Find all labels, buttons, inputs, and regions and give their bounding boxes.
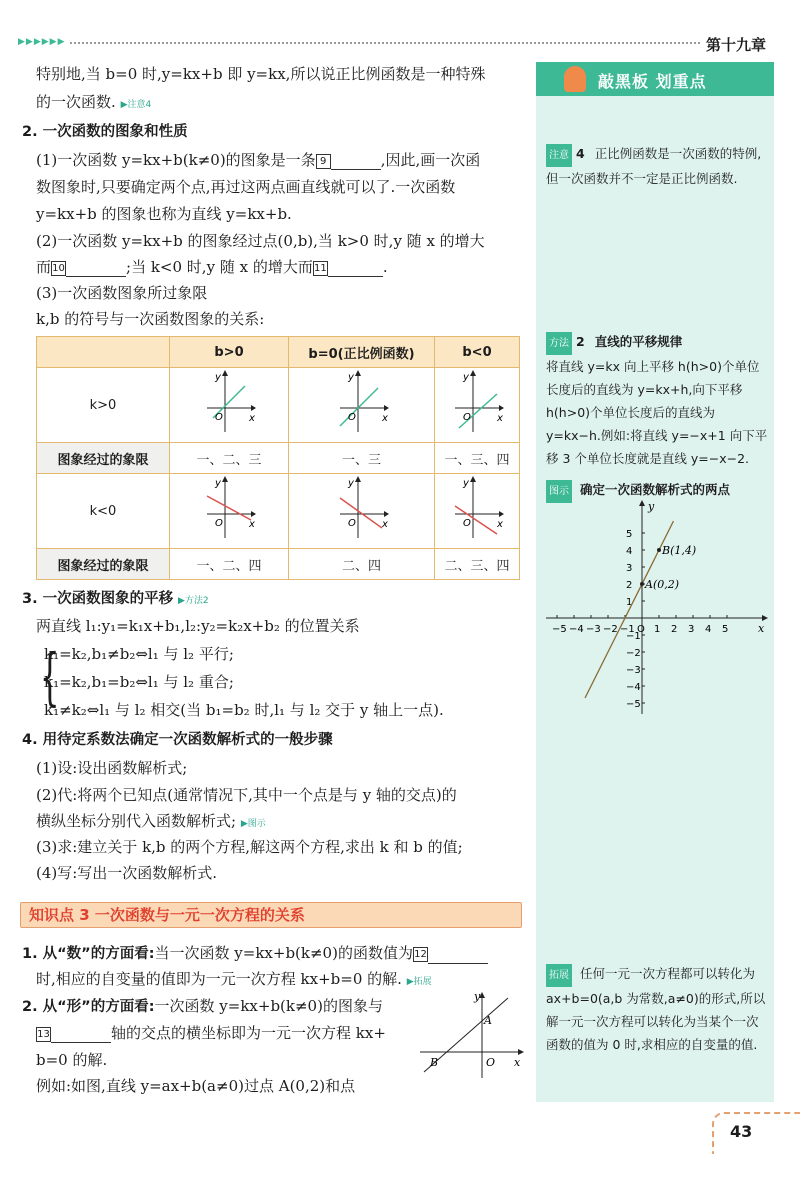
answer-blank[interactable] [428, 947, 488, 964]
axis-x-label: x [249, 413, 255, 424]
k-negative-label: k<0 [37, 474, 170, 549]
sign-table [36, 336, 520, 580]
graph-cell [435, 368, 520, 443]
mini-graph [199, 476, 259, 542]
answer-blank[interactable] [328, 260, 383, 277]
table-header-cell: b<0 [435, 337, 520, 368]
figure-title: 确定一次函数解析式的两点 [579, 482, 730, 497]
x-tick-label: −1 [620, 624, 635, 635]
chapter-title: 第十九章 [706, 36, 767, 54]
point-a-label: A(0,2) [645, 578, 680, 591]
quadrant-cell: 一、三 [289, 443, 435, 474]
x-tick-label: −3 [586, 624, 601, 635]
k-positive-label: k>0 [37, 368, 170, 443]
s2-line-7: k,b 的符号与一次函数图象的关系: [36, 310, 265, 328]
side-note [546, 142, 770, 190]
s4-line-5: (4)写:写出一次函数解析式. [36, 864, 218, 882]
point-b-label: B(1,4) [662, 544, 697, 557]
y-axis-arrow [639, 500, 645, 506]
table-header-cell: b=0(正比例函数) [289, 337, 435, 368]
mini-graph [332, 476, 392, 542]
origin-label: O [463, 412, 471, 423]
x-tick-label: −5 [552, 624, 567, 635]
quadrant-cell: 一、二、三 [170, 443, 289, 474]
k1-line-1 [22, 943, 488, 964]
section-4-title: 4. 用待定系数法确定一次函数解析式的一般步骤 [22, 732, 333, 748]
x-tick-label: O [637, 624, 645, 635]
x-tick-label: 3 [688, 624, 695, 635]
axis-y-label: y [474, 990, 481, 1003]
k2-line-1 [22, 996, 383, 1017]
s3-line-1: 两直线 l₁:y₁=k₁x+b₁,l₂:y₂=k₂x+b₂ 的位置关系 [36, 617, 360, 635]
s4-line-4: (3)求:建立关于 k,b 的两个方程,解这两个方程,求出 k 和 b 的值; [36, 838, 463, 856]
graph-cell [170, 368, 289, 443]
header-dots: ▶▶▶▶▶▶ [18, 37, 66, 47]
k1-line-2 [36, 969, 432, 992]
s2-text: . [382, 258, 388, 276]
s2-line-3: y=kx+b 的图象也称为直线 y=kx+b. [36, 205, 292, 223]
s2-text: ,因此,画一次函 [380, 151, 481, 169]
origin-label: O [347, 412, 356, 423]
axis-y-label: y [347, 372, 354, 383]
knowledge-point-banner [20, 902, 522, 928]
blank-num: 10 [52, 262, 65, 274]
axis-y-label: y [215, 478, 221, 489]
axis-y-label: y [215, 372, 221, 383]
x-tick-label: −2 [603, 624, 618, 635]
mini-graph [447, 370, 507, 436]
y-tick-label: 3 [626, 563, 633, 574]
quadrant-label: 图象经过的象限 [37, 549, 170, 580]
k2-line-3: b=0 的解. [36, 1051, 108, 1069]
k2-heading: 2. 从“形”的方面看: [22, 999, 155, 1015]
x-tick-label: 5 [722, 624, 729, 635]
brace: { [39, 640, 60, 713]
origin-label: O [215, 518, 223, 529]
s4-line-1: (1)设:设出函数解析式; [36, 759, 188, 777]
table-row [37, 443, 520, 474]
y-tick-label: −2 [626, 648, 641, 659]
y-tick-label: −4 [626, 682, 641, 693]
note-number: 4 [576, 146, 585, 161]
note-ref[interactable]: ▶注意4 [120, 100, 152, 110]
answer-blank[interactable] [331, 153, 381, 170]
table-row [37, 474, 520, 549]
point-a [640, 582, 644, 586]
x-tick-label: −4 [569, 624, 584, 635]
s4-line-3 [36, 811, 266, 834]
method-title: 直线的平移规律 [594, 334, 683, 349]
axis-x-label: x [381, 519, 388, 530]
y-tick-label: 2 [626, 580, 633, 591]
page-number: 43 [730, 1122, 753, 1141]
side-extension [546, 962, 770, 1056]
coordinate-graph [540, 500, 772, 722]
table-row [37, 368, 520, 443]
extension-tag: 拓展 [546, 964, 572, 987]
s2-line-2: 数图象时,只要确定两个点,再过这两点画直线就可以了.一次函数 [36, 178, 456, 196]
method-ref[interactable]: ▶方法2 [177, 596, 209, 606]
teacher-icon [564, 66, 586, 92]
s4-line-2: (2)代:将两个已知点(通常情况下,其中一个点是与 y 轴的交点)的 [36, 786, 457, 804]
note-text: 正比例函数是一次函数的特例,但一次函数并不一定是正比例函数. [546, 146, 762, 186]
s3-case-3: k₁≠k₂⇔l₁ 与 l₂ 相交(当 b₁=b₂ 时,l₁ 与 l₂ 交于 y 轴上一点). [44, 701, 444, 719]
extension-text: 任何一元一次方程都可以转化为 ax+b=0(a,b 为常数,a≠0)的形式,所以解一元一次方程可以转化为当某个一次函数的值为 0 时,求相应的自变量的值. [546, 966, 766, 1052]
quadrant-cell: 一、三、四 [435, 443, 520, 474]
table-header-cell: b>0 [170, 337, 289, 368]
extension-ref[interactable]: ▶拓展 [406, 977, 432, 987]
axis-x-label: x [497, 519, 503, 530]
axis-y-label: y [463, 478, 469, 489]
origin-label: O [347, 518, 356, 529]
axis-x-label: x [497, 413, 503, 424]
graph-cell [289, 368, 435, 443]
note-tag: 注意 [546, 144, 572, 167]
panel-title: 敲黑板 划重点 [598, 72, 707, 91]
graph-cell [435, 474, 520, 549]
point-b [657, 548, 661, 552]
s2-text: ;当 k<0 时,y 随 x 的增大而 [126, 258, 313, 276]
blank-num: 13 [37, 1028, 50, 1040]
y-tick-label: −3 [626, 665, 641, 676]
figure-ref[interactable]: ▶图示 [240, 819, 266, 829]
origin-label: O [215, 412, 223, 423]
x-axis-arrow [762, 615, 768, 621]
x-tick-label: 2 [671, 624, 678, 635]
s2-line-6: (3)一次函数图象所过象限 [36, 284, 208, 302]
y-tick-label: −5 [626, 699, 641, 710]
s3-case-2: k₁=k₂,b₁=b₂⇔l₁ 与 l₂ 重合; [44, 673, 234, 691]
s3-heading: 3. 一次函数图象的平移 [22, 591, 174, 607]
s2-line-1 [36, 150, 480, 170]
s3-case-1: k₁=k₂,b₁≠b₂⇔l₁ 与 l₂ 平行; [44, 645, 234, 663]
quadrant-label: 图象经过的象限 [37, 443, 170, 474]
k2-line-4: 例如:如图,直线 y=ax+b(a≠0)过点 A(0,2)和点 [36, 1077, 356, 1095]
axis-y-label: y [648, 500, 655, 513]
s2-line-5 [36, 257, 388, 277]
axis-y-label: y [347, 478, 354, 489]
side-method [546, 330, 770, 470]
s2-text: 而 [36, 258, 52, 276]
mini-graph [447, 476, 507, 542]
k2-text: 一次函数 y=kx+b(k≠0)的图象与 [154, 997, 383, 1015]
mini-graph [332, 370, 392, 436]
table-header-cell [37, 337, 170, 368]
y-tick-label: 4 [626, 546, 633, 557]
s2-text: (1)一次函数 y=kx+b(k≠0)的图象是一条 [36, 151, 316, 169]
answer-blank[interactable] [51, 1026, 111, 1043]
s4-text: 横纵坐标分别代入函数解析式; [36, 812, 237, 830]
table-header-row [37, 337, 520, 368]
k1-heading: 1. 从“数”的方面看: [22, 946, 155, 962]
quadrant-cell: 一、二、四 [170, 549, 289, 580]
axis-x-label: x [249, 519, 255, 530]
example-figure [418, 990, 528, 1080]
origin-label: O [486, 1056, 496, 1069]
blank-num: 9 [316, 154, 331, 169]
side-panel-header [536, 62, 774, 96]
k2-text: 轴的交点的横坐标即为一元一次方程 kx+ [111, 1024, 386, 1042]
blank-num: 11 [313, 262, 327, 274]
page-number-box [712, 1112, 800, 1154]
graph-cell [289, 474, 435, 549]
k1-text: 时,相应的自变量的值即为一元一次方程 kx+b=0 的解. [36, 970, 402, 988]
section-2-title: 2. 一次函数的图象和性质 [22, 124, 188, 140]
method-number: 2 [576, 334, 585, 349]
x-tick-label: 1 [654, 624, 661, 635]
header-rule [70, 42, 700, 44]
intro-text: 的一次函数. [36, 93, 116, 111]
method-text: 将直线 y=kx 向上平移 h(h>0)个单位长度后的直线为 y=kx+h,向下平移 h(h>0)个单位长度后的直线为 y=kx−h.例如:将直线 y=−x+1 向下平移 3 个单位长度就是直线 y=−x−2. [546, 359, 768, 466]
y-tick-label: 1 [626, 597, 633, 608]
x-tick-label: 4 [705, 624, 712, 635]
y-tick-label: 5 [626, 529, 633, 540]
answer-blank[interactable] [66, 260, 126, 277]
k1-text: 当一次函数 y=kx+b(k≠0)的函数值为 [154, 944, 413, 962]
k2-line-2 [36, 1023, 386, 1043]
axis-x-label: x [381, 413, 388, 424]
table-row [37, 549, 520, 580]
intro-line-1: 特别地,当 b=0 时,y=kx+b 即 y=kx,所以说正比例函数是一种特殊 [36, 65, 486, 83]
knowledge-point-title: 知识点 3 一次函数与一元一次方程的关系 [29, 906, 305, 924]
point-b-label: B [430, 1056, 439, 1069]
intro-line-2 [36, 92, 151, 115]
method-tag: 方法 [546, 332, 572, 355]
graph-cell [170, 474, 289, 549]
section-3-title [22, 588, 209, 611]
figure-tag: 图示 [546, 480, 572, 503]
quadrant-cell: 二、四 [289, 549, 435, 580]
quadrant-cell: 二、三、四 [435, 549, 520, 580]
axis-x-label: x [514, 1056, 521, 1069]
point-a-label: A [484, 1014, 492, 1027]
axis-y-label: y [463, 372, 469, 383]
axis-x-label: x [758, 622, 765, 635]
mini-graph [199, 370, 259, 436]
blank-num: 12 [414, 948, 427, 960]
s2-line-4: (2)一次函数 y=kx+b 的图象经过点(0,b),当 k>0 时,y 随 x 的增大 [36, 232, 485, 250]
y-tick-label: −1 [626, 631, 641, 642]
origin-label: O [463, 518, 471, 529]
